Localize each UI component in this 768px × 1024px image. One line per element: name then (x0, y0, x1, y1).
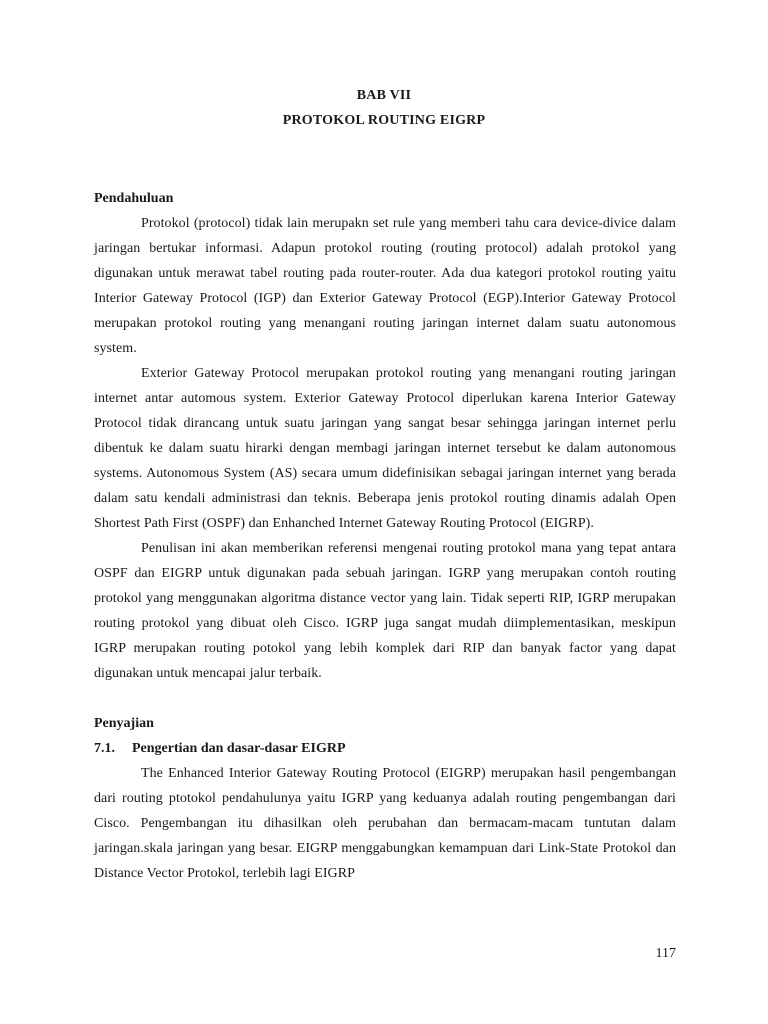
intro-paragraph-1: Protokol (protocol) tidak lain merupakn set rule yang memberi tahu cara device-divice dalam jaringan bertukar informasi. Adapun protokol routing (routing protocol) adalah protokol yang digunakan untuk merawat tabel routing pada router-router. Ada dua kategori protokol routing yaitu Interior Gateway Protocol (IGP) dan Exterior Gateway Protocol (EGP).Interior Gateway Protocol merupakan protokol routing yang menangani routing jaringan internet dalam suatu autonomous system. (94, 216, 676, 356)
intro-heading: Pendahuluan (94, 191, 174, 206)
intro-paragraph-3: Penulisan ini akan memberikan referensi mengenai routing protokol mana yang tepat antara OSPF dan EIGRP untuk digunakan pada sebuah jaringan. IGRP yang merupakan contoh routing protokol yang menggunakan algoritma distance vector yang lain. Tidak seperti RIP, IGRP merupakan routing protokol yang dibuat oleh Cisco. IGRP juga sangat mudah diimplementasikan, meskipun IGRP merupakan routing potokol yang lebih komplek dari RIP dan banyak factor yang dapat digunakan untuk mencapai jalur terbaik. (94, 541, 676, 681)
subsection-heading (94, 736, 676, 761)
subsection-paragraph: The Enhanced Interior Gateway Routing Protocol (EIGRP) merupakan hasil pengembangan dari routing ptotokol pendahulunya yaitu IGRP yang keduanya adalah routing pengembangan dari Cisco. Pengembangan itu dihasilkan oleh perubahan dan bermacam-macam tuntutan dalam jaringan.skala jaringan yang besar. EIGRP menggabungkan kemampuan dari Link-State Protokol dan Distance Vector Protokol, terlebih lagi EIGRP (94, 766, 676, 881)
page-number: 117 (655, 946, 676, 961)
chapter-title: PROTOKOL ROUTING EIGRP (282, 113, 486, 128)
intro-paragraph-2: Exterior Gateway Protocol merupakan protokol routing yang menangani routing jaringan internet antar automous system. Exterior Gateway Protocol diperlukan karena Interior Gateway Protocol tidak dirancang untuk suatu jaringan yang sangat besar sehingga jaringan internet perlu dibentuk ke dalam suatu hirarki dengan membagi jaringan internet tersebut ke dalam autonomous systems. Autonomous System (AS) secara umum didefinisikan sebagai jaringan internet yang berada dalam satu kendali administrasi dan teknis. Beberapa jenis protokol routing dinamis adalah Open Shortest Path First (OSPF) dan Enhanched Internet Gateway Routing Protocol (EIGRP). (94, 366, 676, 531)
body-content (94, 186, 676, 886)
chapter-label: BAB VII (356, 88, 412, 103)
presentation-heading: Penyajian (94, 716, 154, 731)
subsection-number: 7.1. (94, 741, 115, 756)
subsection-title: Pengertian dan dasar-dasar EIGRP (132, 741, 346, 756)
section-spacer (94, 686, 676, 711)
